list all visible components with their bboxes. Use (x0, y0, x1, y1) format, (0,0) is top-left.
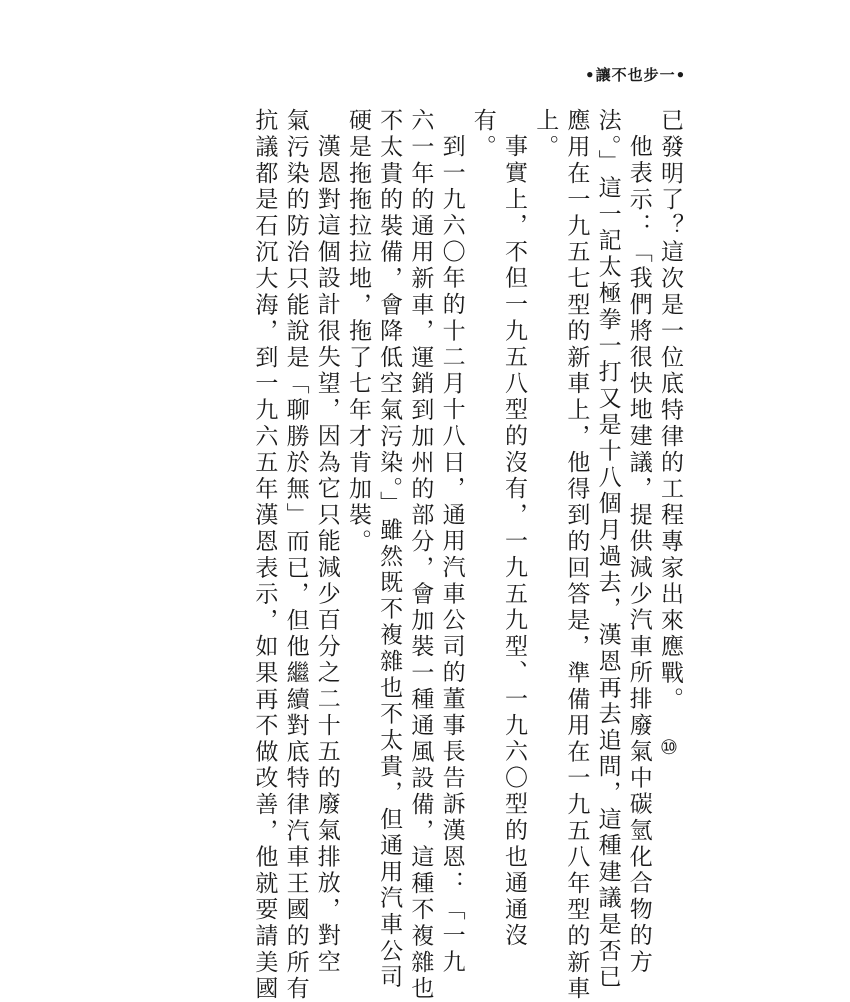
text-column: 到一九六〇年的十二月十八日，通用汽車公司的董事長告訴漢恩：「一九 (438, 134, 465, 976)
text-column: 不太貴的裝備，會降低空氣污染。」雖然既不複雜也不太貴，但通用汽車公司 (376, 108, 403, 991)
text-column: 硬是拖拖拉拉地，拖了七年才肯加裝。 (344, 108, 371, 556)
text-column: 他表示：「我們將很快地建議，提供減少汽車所排廢氣中碳氫化合物的方 (625, 134, 652, 976)
text-column: 氣污染的防治只能說是「聊勝於無」而已，但他繼續對底特律汽車王國的所有 (282, 108, 309, 1002)
text-column: 應用在一九五七型的新車上，他得到的回答是，準備用在一九五八年型的新車 (563, 108, 590, 1002)
text-column: 有。 (469, 108, 496, 161)
text-column: 上。 (532, 108, 559, 161)
text-column: 六一年的通用新車，運銷到加州的部分，會加裝一種通風設備，這種不複雜也 (407, 108, 434, 1002)
text-column: 抗議都是石沉大海，到一九六五年漢恩表示，如果再不做改善，他就要請美國 (251, 108, 278, 1002)
text-column: 事實上，不但一九五八型的沒有，一九五九型、一九六〇型的也通通沒 (500, 134, 527, 950)
text-column: 漢恩對這個設計很失望，因為它只能減少百分之二十五的廢氣排放，對空 (313, 134, 340, 976)
running-header: •讓不也步一• (585, 66, 687, 84)
body-text (248, 108, 685, 1002)
text-column: 已發明了？這次是一位底特律的工程專家出來應戰。 (657, 108, 683, 713)
page-number: ⑩ (660, 735, 678, 759)
text-column: 法。」這一記太極拳一打又是十八個月過去，漢恩再去追問，這種建議是否已 (594, 108, 621, 991)
